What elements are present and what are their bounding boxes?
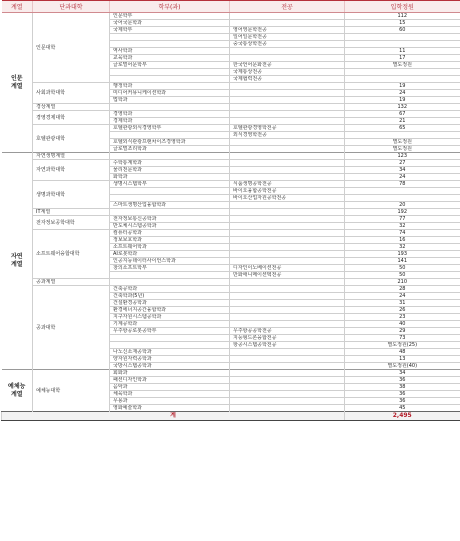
major-cell: 만화애니메이션텍전공: [230, 272, 345, 279]
department-cell: 경영학과: [110, 111, 230, 118]
department-cell: 경제학과: [110, 118, 230, 125]
department-cell: 무용과: [110, 398, 230, 405]
college-cell: 생명과학대학: [33, 181, 110, 209]
quota-cell: 29: [345, 328, 460, 335]
major-cell: [230, 83, 345, 90]
college-cell: 자연과학대학: [33, 160, 110, 181]
quota-cell: 67: [345, 111, 460, 118]
college-cell: 소프트웨어융합대학: [33, 230, 110, 279]
quota-cell: 24: [345, 90, 460, 97]
quota-cell: 34: [345, 370, 460, 377]
major-cell: 바이오융합공학전공: [230, 188, 345, 195]
department-cell: [110, 132, 230, 139]
department-cell: 건축학과(5년): [110, 293, 230, 300]
field-group-cell: 예체능 계열: [2, 370, 33, 412]
field-group-cell: 인문 계열: [2, 13, 33, 153]
quota-cell: 24: [345, 293, 460, 300]
major-cell: [230, 174, 345, 181]
department-cell: [110, 195, 230, 202]
department-cell: [110, 188, 230, 195]
major-cell: [230, 202, 345, 209]
major-cell: [230, 391, 345, 398]
quota-cell: 132: [345, 104, 460, 111]
quota-cell: 50: [345, 272, 460, 279]
department-cell: 패션디자인학과: [110, 377, 230, 384]
quota-cell: 28: [345, 286, 460, 293]
department-cell: 호텔외식관광프랜차이즈경영학과: [110, 139, 230, 146]
major-cell: 국제통상전공: [230, 69, 345, 76]
quota-cell: 192: [345, 209, 460, 216]
quota-cell: 19: [345, 97, 460, 104]
major-cell: 우주항공공학전공: [230, 328, 345, 335]
major-cell: [230, 321, 345, 328]
total-label: 계: [2, 412, 345, 421]
major-cell: [230, 286, 345, 293]
major-cell: [230, 384, 345, 391]
major-cell: [230, 97, 345, 104]
header-field: 계열: [2, 1, 33, 13]
department-cell: 나노신소재공학과: [110, 349, 230, 356]
major-cell: 일어일문학전공: [230, 34, 345, 41]
major-cell: 디자인이노베이션전공: [230, 265, 345, 272]
major-cell: [230, 111, 345, 118]
quota-cell: 193: [345, 251, 460, 258]
major-cell: 외식경영학전공: [230, 132, 345, 139]
department-cell: 환경에너지공간융합학과: [110, 307, 230, 314]
major-cell: [230, 20, 345, 27]
admission-quota-table: [1, 0, 460, 421]
college-cell: 공과계열: [33, 279, 110, 286]
table-row: [2, 209, 460, 216]
college-cell: 전자정보공학대학: [33, 216, 110, 230]
department-cell: [110, 209, 230, 216]
department-cell: 기계공학과: [110, 321, 230, 328]
department-cell: 정보보호학과: [110, 237, 230, 244]
department-cell: 역사학과: [110, 48, 230, 55]
major-cell: 호텔관광경영학전공: [230, 125, 345, 132]
header-college: 단과대학: [33, 1, 110, 13]
major-cell: [230, 237, 345, 244]
college-cell: 호텔관광대학: [33, 125, 110, 153]
department-cell: 인공지능데이터사이언스학과: [110, 258, 230, 265]
department-cell: [110, 104, 230, 111]
major-cell: [230, 405, 345, 412]
major-cell: [230, 167, 345, 174]
major-cell: 중국통상학전공: [230, 41, 345, 48]
college-cell: 예체능대학: [33, 370, 110, 412]
department-cell: [110, 69, 230, 76]
department-cell: [110, 335, 230, 342]
quota-cell: 별도정원(40): [345, 363, 460, 370]
table-row: [2, 286, 460, 293]
department-cell: 국제학부: [110, 27, 230, 34]
college-cell: 공과대학: [33, 286, 110, 370]
table-row: [2, 230, 460, 237]
table-row: [2, 153, 460, 160]
major-cell: [230, 244, 345, 251]
department-cell: 우주항공로봇공학부: [110, 328, 230, 335]
department-cell: 건설환경공학과: [110, 300, 230, 307]
quota-cell: 38: [345, 384, 460, 391]
quota-cell: 27: [345, 160, 460, 167]
major-cell: [230, 293, 345, 300]
department-cell: 글로벌조리학과: [110, 146, 230, 153]
quota-cell: 23: [345, 314, 460, 321]
major-cell: [230, 349, 345, 356]
department-cell: 음악과: [110, 384, 230, 391]
major-cell: [230, 370, 345, 377]
department-cell: 수학통계학과: [110, 160, 230, 167]
quota-cell: 21: [345, 118, 460, 125]
department-cell: 화학과: [110, 174, 230, 181]
field-group-cell: 자연 계열: [2, 153, 33, 370]
quota-cell: [345, 188, 460, 195]
major-cell: [230, 230, 345, 237]
quota-cell: [345, 76, 460, 83]
department-cell: 소프트웨어학과: [110, 244, 230, 251]
quota-cell: 36: [345, 391, 460, 398]
quota-cell: 별도정원: [345, 62, 460, 69]
table-row: [2, 83, 460, 90]
quota-cell: [345, 34, 460, 41]
quota-cell: 74: [345, 230, 460, 237]
college-cell: 자연생명계열: [33, 153, 110, 160]
major-cell: [230, 104, 345, 111]
major-cell: 식품생명공학전공: [230, 181, 345, 188]
quota-cell: [345, 69, 460, 76]
header-major: 전공: [230, 1, 345, 13]
quota-cell: 13: [345, 356, 460, 363]
major-cell: [230, 377, 345, 384]
department-cell: 회화과: [110, 370, 230, 377]
department-cell: 교육학과: [110, 55, 230, 62]
department-cell: 전자정보통신공학과: [110, 216, 230, 223]
department-cell: [110, 41, 230, 48]
department-cell: 물리천문학과: [110, 167, 230, 174]
table-row: [2, 125, 460, 132]
department-cell: 국방시스템공학과: [110, 363, 230, 370]
college-cell: 경상계열: [33, 104, 110, 111]
major-cell: 바이오산업자원공학전공: [230, 195, 345, 202]
total-row: [2, 412, 460, 421]
total-value: 2,495: [345, 412, 460, 421]
quota-cell: 별도정원: [345, 146, 460, 153]
major-cell: 영어영문학전공: [230, 27, 345, 34]
quota-cell: 32: [345, 223, 460, 230]
quota-cell: [345, 132, 460, 139]
department-cell: 건축공학과: [110, 286, 230, 293]
major-cell: [230, 251, 345, 258]
table-row: [2, 104, 460, 111]
major-cell: [230, 48, 345, 55]
quota-cell: 141: [345, 258, 460, 265]
quota-cell: 별도정원: [345, 139, 460, 146]
table-body: [2, 13, 460, 421]
major-cell: [230, 307, 345, 314]
department-cell: [110, 34, 230, 41]
department-cell: 호텔관광외식경영학부: [110, 125, 230, 132]
quota-cell: 16: [345, 237, 460, 244]
major-cell: [230, 160, 345, 167]
major-cell: [230, 363, 345, 370]
header-row: [2, 1, 460, 13]
department-cell: 컴퓨터공학과: [110, 230, 230, 237]
quota-cell: 17: [345, 55, 460, 62]
quota-cell: 별도정원(25): [345, 342, 460, 349]
major-cell: [230, 55, 345, 62]
major-cell: [230, 314, 345, 321]
major-cell: [230, 279, 345, 286]
quota-cell: [345, 41, 460, 48]
department-cell: 인문학부: [110, 13, 230, 20]
department-cell: AI로봇학과: [110, 251, 230, 258]
major-cell: [230, 216, 345, 223]
table-row: [2, 279, 460, 286]
department-cell: 법학과: [110, 97, 230, 104]
department-cell: 생명시스템학부: [110, 181, 230, 188]
table-row: [2, 370, 460, 377]
department-cell: [110, 76, 230, 83]
department-cell: [110, 342, 230, 349]
department-cell: [110, 279, 230, 286]
department-cell: 양자원자력공학과: [110, 356, 230, 363]
quota-cell: 26: [345, 307, 460, 314]
quota-cell: [345, 195, 460, 202]
table-row: [2, 111, 460, 118]
quota-cell: 78: [345, 181, 460, 188]
quota-cell: 210: [345, 279, 460, 286]
department-cell: 스마트생명산업융합학과: [110, 202, 230, 209]
quota-cell: 36: [345, 398, 460, 405]
department-cell: 국어국문학과: [110, 20, 230, 27]
major-cell: [230, 13, 345, 20]
college-cell: 사회과학대학: [33, 83, 110, 104]
major-cell: 국제협력전공: [230, 76, 345, 83]
table-row: [2, 13, 460, 20]
header-department: 학부(과): [110, 1, 230, 13]
quota-cell: 60: [345, 27, 460, 34]
quota-cell: 20: [345, 202, 460, 209]
major-cell: [230, 356, 345, 363]
major-cell: [230, 300, 345, 307]
quota-cell: 24: [345, 174, 460, 181]
department-cell: 행정학과: [110, 83, 230, 90]
quota-cell: 40: [345, 321, 460, 328]
major-cell: 항공시스템공학전공: [230, 342, 345, 349]
major-cell: [230, 153, 345, 160]
quota-cell: 36: [345, 377, 460, 384]
quota-cell: 50: [345, 265, 460, 272]
quota-cell: 65: [345, 125, 460, 132]
header-quota: 입학정원: [345, 1, 460, 13]
quota-cell: 112: [345, 13, 460, 20]
quota-cell: 31: [345, 300, 460, 307]
quota-cell: 19: [345, 83, 460, 90]
quota-cell: 32: [345, 244, 460, 251]
table-row: [2, 160, 460, 167]
quota-cell: 73: [345, 335, 460, 342]
major-cell: [230, 258, 345, 265]
department-cell: 글로벌어문학부: [110, 62, 230, 69]
quota-cell: 34: [345, 167, 460, 174]
major-cell: [230, 118, 345, 125]
college-cell: 경영경제대학: [33, 111, 110, 125]
major-cell: [230, 90, 345, 97]
quota-cell: 11: [345, 48, 460, 55]
department-cell: 영화예술학과: [110, 405, 230, 412]
major-cell: 한국언어문화전공: [230, 62, 345, 69]
college-cell: IT계열: [33, 209, 110, 216]
major-cell: [230, 398, 345, 405]
department-cell: [110, 272, 230, 279]
major-cell: [230, 209, 345, 216]
department-cell: 반도체시스템공학과: [110, 223, 230, 230]
table-row: [2, 216, 460, 223]
quota-cell: 77: [345, 216, 460, 223]
department-cell: [110, 153, 230, 160]
department-cell: 지구자원시스템공학과: [110, 314, 230, 321]
major-cell: [230, 223, 345, 230]
major-cell: [230, 139, 345, 146]
quota-cell: 15: [345, 20, 460, 27]
department-cell: 체육학과: [110, 391, 230, 398]
quota-cell: 123: [345, 153, 460, 160]
quota-cell: 48: [345, 349, 460, 356]
quota-cell: 45: [345, 405, 460, 412]
major-cell: 지능형드론융합전공: [230, 335, 345, 342]
department-cell: 창의소프트학부: [110, 265, 230, 272]
table-row: [2, 181, 460, 188]
major-cell: [230, 146, 345, 153]
department-cell: 미디어커뮤니케이션학과: [110, 90, 230, 97]
college-cell: 인문대학: [33, 13, 110, 83]
